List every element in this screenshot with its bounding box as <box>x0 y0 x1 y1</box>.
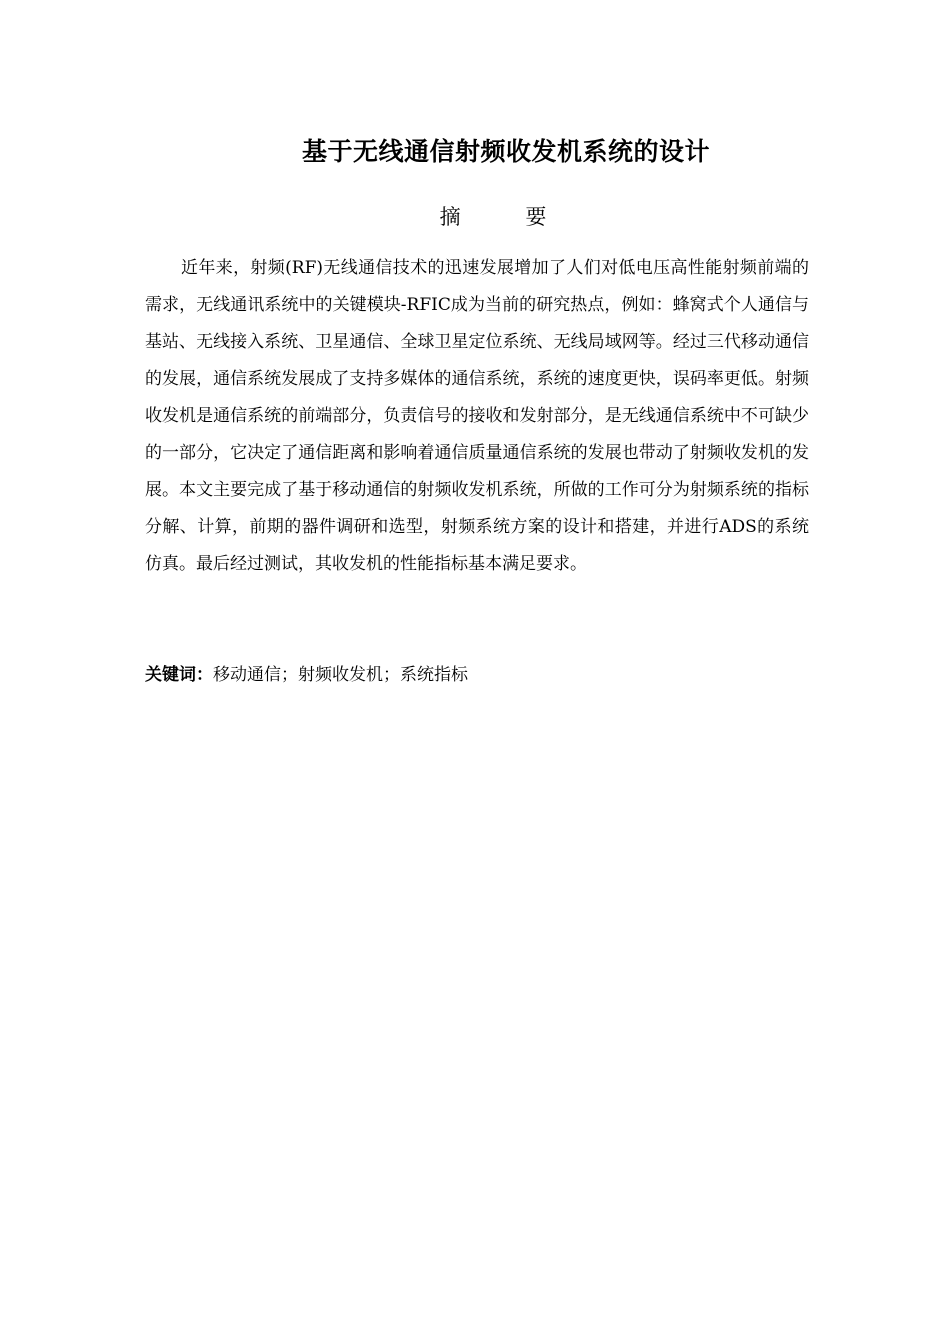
keywords-line <box>145 660 809 690</box>
keywords-label: 关键词： <box>145 665 213 685</box>
abstract-body: 近年来，射频(RF)无线通信技术的迅速发展增加了人们对低电压高性能射频前端的需求，无线通讯系统中的关键模块-RFIC成为当前的研究热点，例如：蜂窝式个人通信与基站、无线接入系统、卫星通信、全球卫星定位系统、无线局域网等。经过三代移动通信的发展，通信系统发展成了支持多媒体的通信系统，系统的速度更快，误码率更低。射频收发机是通信系统的前端部分，负责信号的接收和发射部分，是无线通信系统中不可缺少的一部分，它决定了通信距离和影响着通信质量通信系统的发展也带动了射频收发机的发展。本文主要完成了基于移动通信的射频收发机系统，所做的工作可分为射频系统的指标分解、计算，前期的器件调研和选型，射频系统方案的设计和搭建，并进行ADS的系统仿真。最后经过测试，其收发机的性能指标基本满足要求。 <box>145 258 809 574</box>
abstract-heading: 摘 要 <box>439 205 561 229</box>
keywords-value: 移动通信；射频收发机；系统指标 <box>213 665 468 685</box>
document-title: 基于无线通信射频收发机系统的设计 <box>301 137 710 166</box>
